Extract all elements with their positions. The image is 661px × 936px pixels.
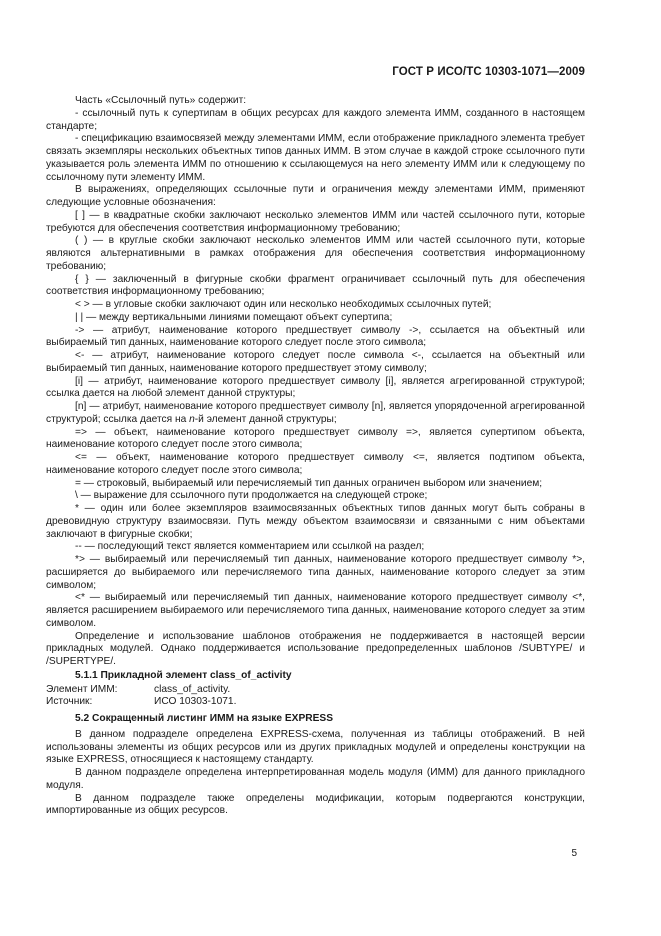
notation-item: ( ) — в круглые скобки заключают несколько элементов ИММ или частей ссылочного пути, которые являются альтернативными в рамках отображения для обеспечения соответствия информационному требованию; — [46, 235, 585, 272]
notation-item: <- — атрибут, наименование которого следует после символа <-, ссылается на объектный или выбираемый тип данных, наименование которого предшествует этому символу; — [46, 350, 585, 374]
notation-text: [n] — атрибут, наименование которого предшествует символу [n], является упорядоченной агрегированной структурой; ссылка дается на — [46, 401, 585, 425]
paragraph: Определение и использование шаблонов отображения не поддерживается в настоящей версии прикладных модулей. Однако поддерживается использование предопределенных шаблонов /SUBTYPE/ и /SUPERTYPE/. — [46, 630, 585, 667]
notation-italic: n — [189, 413, 195, 425]
paragraph: В данном подразделе также определены модификации, которым подвергаются конструкции, импортированные из общих ресурсов. — [46, 792, 585, 817]
section-heading-5-1-1: 5.1.1 Прикладной элемент class_of_activity — [75, 669, 292, 681]
notation-item: { } — заключенный в фигурные скобки фрагмент ограничивает ссылочный путь для обеспечения соответствия информационному требованию; — [46, 273, 585, 298]
notation-item: => — объект, наименование которого предшествует символу =>, является супертипом объекта, наименование которого следует после этого символа; — [46, 426, 585, 451]
page-body — [46, 95, 585, 818]
notation-item — [46, 401, 585, 427]
paragraph: В данном подразделе определена EXPRESS-схема, полученная из таблицы отображений. В ней использованы элементы из общих ресурсов или из других прикладных модулей и определены конструкции на языке EXPRESS, относящиеся к настоящему стандарту. — [46, 728, 585, 766]
list-item: - спецификацию взаимосвязей между элементами ИММ, если отображение прикладного элемента требует связать экземпляры нескольких объектных типов данных ИММ. В этом случае в каждой строке ссылочного пути указывается роль элемента ИММ по отношению к ссылающемуся на него элементу ИММ или к следующему по ссылочному пути элементу ИММ. — [46, 133, 585, 183]
source-row — [46, 696, 585, 709]
notation-item: < > — в угловые скобки заключают один или несколько необходимых ссылочных путей; — [75, 299, 492, 310]
notation-item: *> — выбираемый или перечисляемый тип данных, наименование которого предшествует символу *>, расширяется до выбираемого или перечисляемого типа данных, наименование которого следует за этим символом; — [46, 554, 585, 591]
notation-item: \ — выражение для ссылочного пути продолжается на следующей строке; — [75, 490, 428, 502]
standard-code-header: ГОСТ Р ИСО/ТС 10303-1071—2009 — [392, 66, 585, 78]
notation-item: [i] — атрибут, наименование которого предшествует символу [i], является агрегированной структурой; ссылка дается на любой элемент данной структуры; — [46, 375, 585, 400]
notation-item: = — строковый, выбираемый или перечисляемый тип данных ограничен выбором или значением; — [75, 477, 543, 489]
page-number: 5 — [571, 848, 577, 859]
paragraph: В данном подразделе определена интерпретированная модель модуля (ИММ) для данного прикладного модуля. — [46, 767, 585, 791]
notation-text: -й элемент данной структуры; — [194, 413, 337, 425]
notation-item: * — один или более экземпляров взаимосвязанных объектных типов данных могут быть собраны в древовидную структуру взаимосвязи. Путь между объектом взаимосвязи и связанными с ним объектами заключают в фигурные скобки; — [46, 503, 585, 540]
notation-item: -- — последующий текст является комментарием или ссылкой на раздел; — [75, 541, 425, 553]
element-row — [46, 684, 585, 697]
list-item: - ссылочный путь к супертипам в общих ресурсах для каждого элемента ИММ, созданного в настоящем стандарте; — [46, 107, 585, 132]
source-label: Источник: — [46, 696, 93, 708]
paragraph: Часть «Ссылочный путь» содержит: — [75, 95, 247, 106]
notation-item: <* — выбираемый или перечисляемый тип данных, наименование которого предшествует символу <*, является расширением выбираемого или перечисляемого типа данных, наименование которого следует за этим символом. — [46, 592, 585, 629]
element-value: class_of_activity. — [154, 683, 231, 695]
notation-item: -> — атрибут, наименование которого предшествует символу ->, ссылается на объектный или выбираемый тип данных, наименование которого следует после этого символа; — [46, 324, 585, 349]
notation-item: <= — объект, наименование которого предшествует символу <=, является подтипом объекта, наименование которого следует после этого символа; — [46, 452, 585, 476]
paragraph: В выражениях, определяющих ссылочные пути и ограничения между элементами ИММ, применяют следующие условные обозначения: — [46, 184, 585, 208]
section-heading-5-2: 5.2 Сокращенный листинг ИММ на языке EXPRESS — [75, 713, 334, 724]
source-value: ИСО 10303-1071. — [154, 696, 237, 708]
notation-item: | | — между вертикальными линиями помещают объект супертипа; — [75, 311, 393, 323]
notation-item: [ ] — в квадратные скобки заключают несколько элементов ИММ или частей ссылочного пути, которые требуются для обеспечения соответствия информационному требованию; — [46, 209, 585, 234]
element-label: Элемент ИММ: — [46, 683, 118, 695]
